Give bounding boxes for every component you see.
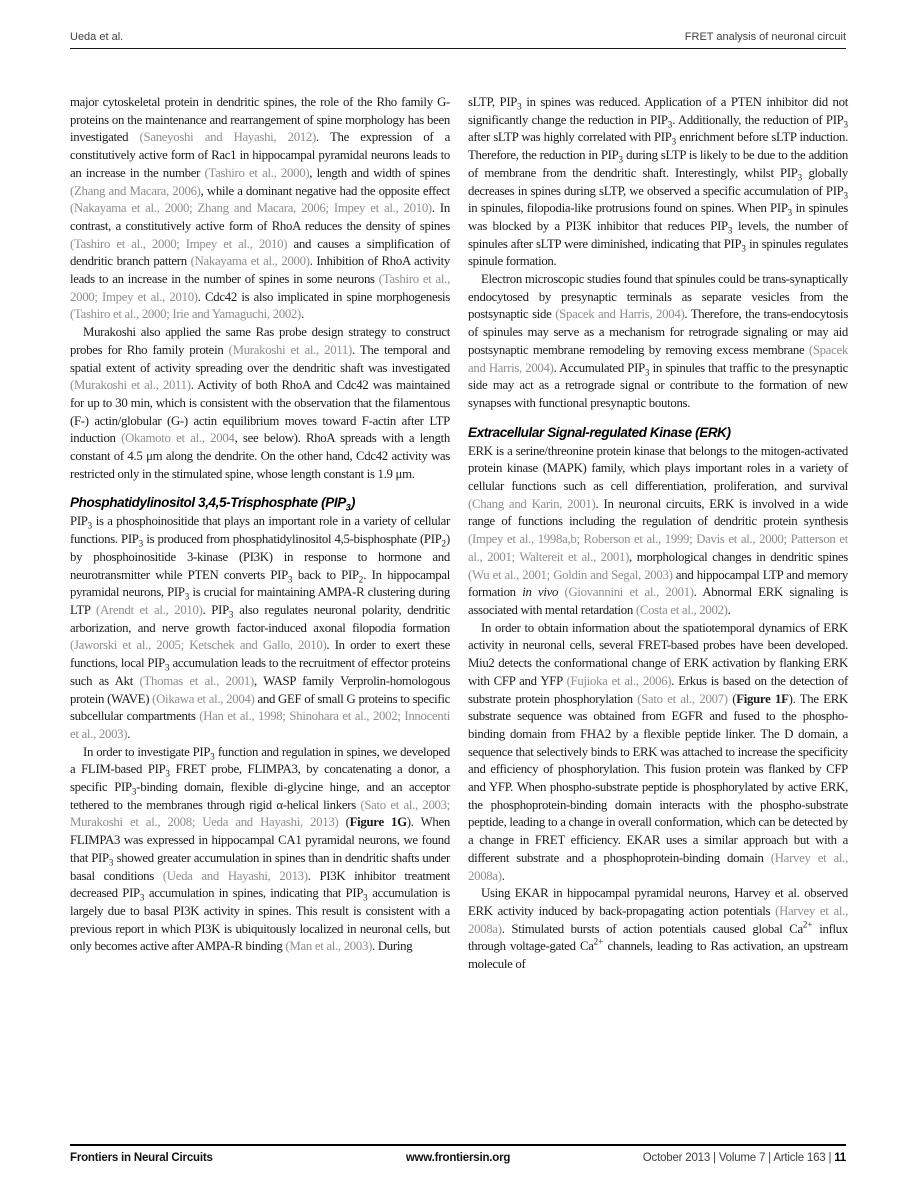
paragraph-ekar-experiments: Using EKAR in hippocampal pyramidal neurons, Harvey et al. observed ERK activity induced by back-propagating action potentials (Harvey et al., 2008a). Stimulated bursts of action potentials caused global $Ca^{2+}$ influx through voltage-gated $Ca^{2+}$ channels, leading to Ras activation, an upstream molecule of xyxy=(468,886,848,972)
paragraph-erk-fret-probes: In order to obtain information about the spatiotemporal dynamics of ERK activity in neuronal cells, several FRET-based probes have been developed. Miu2 detects the conformational change of ERK activation by flanking ERK with CFP and YFP (Fujioka et al., 2006). Erkus is based on the detection of substrate protein phosphorylation (Sato et al., 2007) (Figure 1F). The ERK substrate sequence was obtained from EGFR and fused to the phospho-binding domain from FHA2 by a flexible peptide linker. The D domain, a sequence that selectively binds to ERK was attached to increase the specificity and efficiency of phosphorylation. This fusion protein was flanked by CFP and YFP. When phospho-substrate peptide is phosphorylated by active ERK, the phosphoprotein-binding domain interacts with the phospho-substrate peptide, leading to a change in overall conformation, which can be detected by a change in FRET efficiency. EKAR uses a similar approach but with a different substrate and a phosphoprotein-binding domain (Harvey et al., 2008a). xyxy=(468,620,848,883)
article-body xyxy=(70,94,848,974)
footer-issue-text: October 2013 | Volume 7 | Article 163 xyxy=(642,1152,826,1164)
left-column xyxy=(70,94,450,974)
right-column xyxy=(468,94,848,974)
paragraph-murakoshi-rho-probes: Murakoshi also applied the same Ras probe design strategy to construct probes for Rho family protein (Murakoshi et al., 2011). The temporal and spatial extent of activity spreading over the dendritic shaft was investigated (Murakoshi et al., 2011). Activity of both RhoA and Cdc42 was maintained for up to 30 min, which is consistent with the observation that the filamentous (F-) actin/globular (G-) actin equilibrium moves toward F-actin after LTP induction (Okamoto et al., 2004, see below). RhoA spreads with a length constant of 4.5 μm along the dendrite. On the other hand, Cdc42 activity was restricted only in the stimulated spine, whose length constant is 1.9 μm. xyxy=(70,325,450,481)
footer-separator: | xyxy=(825,1152,835,1164)
footer-page-number: 11 xyxy=(834,1152,847,1164)
paragraph-erk-overview: ERK is a serine/threonine protein kinase that belongs to the mitogen-activated protein kinase (MAPK) family, which plays important roles in a variety of cellular functions such as cell differentiation, proliferation, and survival (Chang and Karin, 2001). In neuronal circuits, ERK is involved in a wide range of functions including the regulation of dendritic protein synthesis (Impey et al., 1998a,b; Roberson et al., 1999; Davis et al., 2000; Patterson et al., 2001; Waltereit et al., 2001), morphological changes in dendritic spines (Wu et al., 2001; Goldin and Segal, 2003) and hippocampal LTP and memory formation in vivo (Giovannini et al., 2001). Abnormal ERK signaling is associated with mental retardation (Costa et al., 2002). xyxy=(468,443,848,617)
page-footer xyxy=(70,1144,846,1164)
paragraph-rho-gproteins: major cytoskeletal protein in dendritic spines, the role of the Rho family G-proteins on the maintenance and rearrangement of spine morphology has been investigated (Saneyoshi and Hayashi, 2012). The expression of a constitutively active form of Rac1 in hippocampal pyramidal neurons leads to an increase in the number (Tashiro et al., 2000), length and width of spines (Zhang and Macara, 2006), while a dominant negative had the opposite effect (Nakayama et al., 2000; Zhang and Macara, 2006; Impey et al., 2010). In contrast, a constitutively active form of RhoA reduces the density of spines (Tashiro et al., 2000; Impey et al., 2010) and causes a simplification of dendritic branch pattern (Nakayama et al., 2000). Inhibition of RhoA activity leads to an increase in the number of spines in some neurons (Tashiro et al., 2000; Impey et al., 2010). Cdc42 is also implicated in spine morphogenesis (Tashiro et al., 2000; Irie and Yamaguchi, 2002). xyxy=(70,95,451,322)
page-header xyxy=(70,31,846,49)
footer-journal-name: Frontiers in Neural Circuits xyxy=(70,1152,213,1164)
footer-website: www.frontiersin.org xyxy=(405,1152,511,1164)
header-author: Ueda et al. xyxy=(70,31,124,43)
paragraph-flimpa3-probe: In order to investigate $PIP_3$ function and regulation in spines, we developed a FLIM-based $PIP_3$ FRET probe, FLIMPA3, by concatenating a donor, a specific $PIP_3$-binding domain, flexible di-glycine hinge, and an acceptor tethered to the membranes through rigid α-helical linkers (Sato et al., 2003; Murakoshi et al., 2008; Ueda and Hayashi, 2013) (Figure 1G). When FLIMPA3 was expressed in hippocampal CA1 pyramidal neurons, we found that $PIP_3$ showed greater accumulation in spines than in dendritic shafts under basal conditions (Ueda and Hayashi, 2013). PI3K inhibitor treatment decreased $PIP_3$ accumulation in spines, indicating that $PIP_3$ accumulation is largely due to basal PI3K activity in spines. This result is consistent with a previous report in which PI3K is ubiquitously localized in neuronal cells, but only becomes active after AMPA-R binding (Man et al., 2003). During xyxy=(70,744,451,954)
footer-issue-info xyxy=(587,1152,846,1164)
paragraph-pip3-functions: $PIP_3$ is a phosphoinositide that plays an important role in a variety of cellular functions. $PIP_3$ is produced from phosphatidylinositol 4,5-bisphosphate $(PIP_2)$ by phosphoinositide 3-kinase (PI3K) in response to hormone and neurotransmitter while PTEN converts $PIP_3$ back to $PIP_2$. In hippocampal pyramidal neurons, $PIP_3$ is crucial for maintaining AMPA-R clustering during LTP (Arendt et al., 2010). $PIP_3$ also regulates neuronal polarity, dendritic arborization, and nerve growth factor-induced axonal filopodia formation (Jaworski et al., 2005; Ketschek and Gallo, 2010). In order to exert these functions, local $PIP_3$ accumulation leads to the recruitment of effector proteins such as Akt (Thomas et al., 2001), WASP family Verprolin-homologous protein (WAVE) (Oikawa et al., 2004) and GEF of small G proteins to specific subcellular compartments (Han et al., 1998; Shinohara et al., 2002; Innocenti et al., 2003). xyxy=(70,514,451,741)
section-heading-pip3: Phosphatidylinositol 3,4,5-Trisphosphate $(PIP_3)$ xyxy=(70,495,355,514)
header-running-title: FRET analysis of neuronal circuit xyxy=(684,31,846,43)
paragraph-sltp-pip3-reduction: sLTP, $PIP_3$ in spines was reduced. Application of a PTEN inhibitor did not significantly change the reduction in $PIP_3$. Additionally, the reduction of $PIP_3$ after sLTP was highly correlated with $PIP_3$ enrichment before sLTP induction. Therefore, the reduction in $PIP_3$ during sLTP is likely to be due to the addition of membrane from the dendritic shaft. Interestingly, whilst $PIP_3$ globally decreases in spines during sLTP, we observed a specific accumulation of $PIP_3$ in spinules, filopodia-like protrusions found on spines. When $PIP_3$ in spinules was blocked by a PI3K inhibitor that reduces $PIP_3$ levels, the number of spinules after sLTP were diminished, indicating that $PIP_3$ in spinules regulates spinule formation. xyxy=(468,95,848,269)
section-heading-erk: Extracellular Signal-regulated Kinase (ERK) xyxy=(468,424,731,440)
paragraph-spinule-endocytosis: Electron microscopic studies found that spinules could be trans-synaptically endocytosed by presynaptic terminals as separate vesicles from the postsynaptic side (Spacek and Harris, 2004). Therefore, the trans-endocytosis of spinules may serve as a mechanism for retrograde signaling or may aid postsynaptic membrane remodeling by removing excess membrane (Spacek and Harris, 2004). Accumulated $PIP_3$ in spinules that traffic to the presynaptic side may act as a retrograde signal or contribute to the formation of new synapses with functional presynaptic boutons. xyxy=(468,272,848,410)
